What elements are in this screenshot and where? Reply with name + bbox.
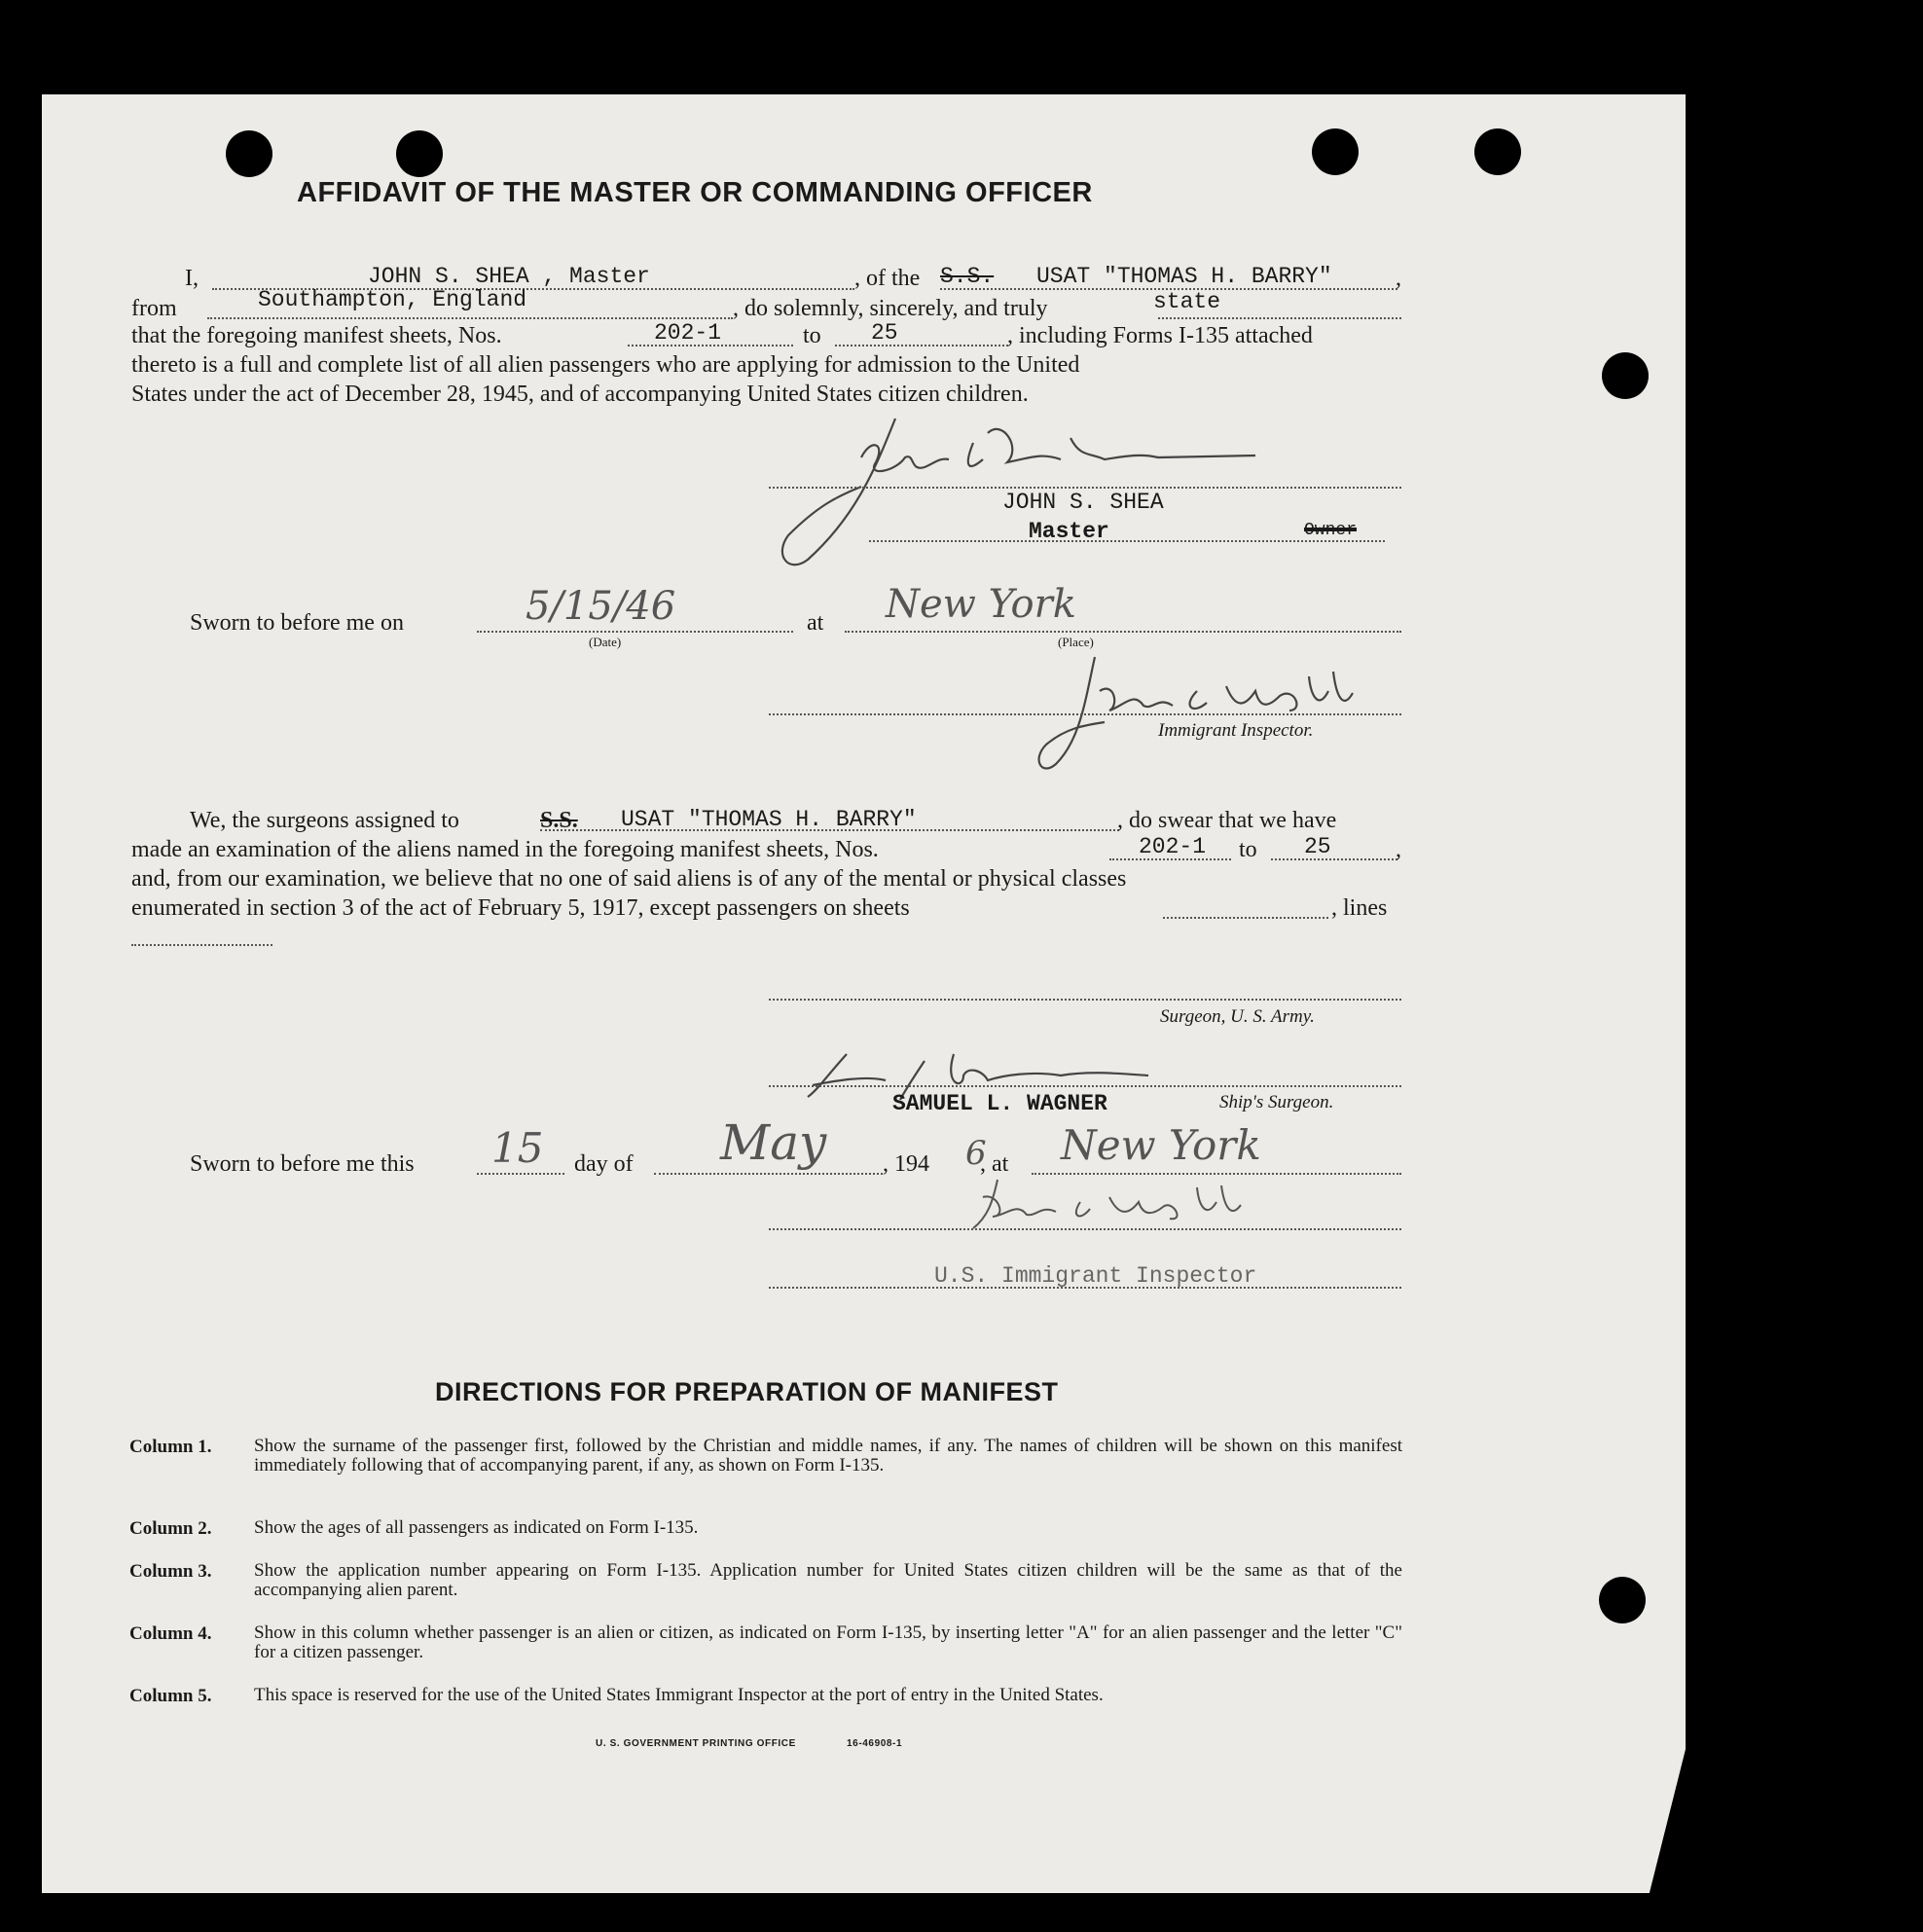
p2-line1-b: , do swear that we have xyxy=(1117,808,1337,833)
ship-surgeon-title: Ship's Surgeon. xyxy=(1219,1092,1334,1112)
day-of-label: day of xyxy=(574,1151,634,1177)
directions-title: DIRECTIONS FOR PREPARATION OF MANIFEST xyxy=(435,1377,1059,1406)
struck-owner: Owner xyxy=(1304,521,1358,540)
fill-line xyxy=(1158,317,1401,319)
master-typed-name: JOHN S. SHEA xyxy=(1002,490,1164,515)
p2-line1: We, the surgeons assigned to xyxy=(190,808,459,833)
direction-column-label: Column 5. xyxy=(129,1686,212,1706)
fill-line xyxy=(1163,917,1328,919)
at-label: at xyxy=(807,610,824,636)
army-surgeon-title: Surgeon, U. S. Army. xyxy=(1160,1006,1315,1027)
sheet-from: 202-1 xyxy=(654,320,722,346)
sworn-date: 5/15/46 xyxy=(526,584,676,629)
line5-text: States under the act of December 28, 1945, and of accompanying United States citizen children. xyxy=(131,382,1029,407)
direction-column-text: This space is reserved for the use of the United States Immigrant Inspector at the port of entry in the United States. xyxy=(254,1685,1104,1705)
punch-hole xyxy=(396,130,443,177)
p2-to-label: to xyxy=(1239,837,1257,862)
sworn-place: New York xyxy=(886,582,1076,627)
us-inspector-title: U.S. Immigrant Inspector xyxy=(934,1263,1257,1289)
signature-line xyxy=(769,999,1401,1001)
fill-line xyxy=(835,345,1008,346)
sworn-label: Sworn to before me on xyxy=(190,610,404,636)
fill-line xyxy=(477,631,793,633)
struck-prefix: S.S. xyxy=(940,264,995,289)
signature-line xyxy=(869,540,1385,542)
printer-credit: U. S. GOVERNMENT PRINTING OFFICE xyxy=(596,1738,796,1749)
signature-line xyxy=(769,1228,1401,1230)
direction-column-text: Show the application number appearing on Form I-135. Application number for United States citizen children will be the same as that of the accompanying alien parent. xyxy=(254,1560,1402,1600)
p2-vessel: USAT "THOMAS H. BARRY" xyxy=(621,807,917,832)
line3-text: that the foregoing manifest sheets, Nos. xyxy=(131,323,502,348)
master-typed-title: Master xyxy=(1029,519,1109,544)
to-label: to xyxy=(803,323,821,348)
punch-hole xyxy=(226,130,272,177)
line3-text-b: , including Forms I-135 attached xyxy=(1007,323,1313,348)
inspector-signature xyxy=(1027,652,1377,779)
p2-sheet-from: 202-1 xyxy=(1139,834,1207,859)
fill-line xyxy=(1032,1173,1401,1175)
punch-hole xyxy=(1602,352,1649,399)
master-name: JOHN S. SHEA , Master xyxy=(368,264,650,289)
comma: , xyxy=(1396,266,1401,291)
vessel-name: USAT "THOMAS H. BARRY" xyxy=(1036,264,1332,289)
fill-line xyxy=(131,944,272,946)
sworn2-day: 15 xyxy=(491,1124,544,1172)
direction-column-label: Column 4. xyxy=(129,1623,212,1644)
p2-struck-prefix: S.S. xyxy=(540,808,578,833)
signature-line xyxy=(769,713,1401,715)
direction-column-label: Column 1. xyxy=(129,1437,212,1457)
surgeon-typed-name: SAMUEL L. WAGNER xyxy=(892,1091,1107,1116)
signature-line xyxy=(769,487,1401,489)
punch-hole xyxy=(1474,128,1521,175)
p2-line2: made an examination of the aliens named in the foregoing manifest sheets, Nos. xyxy=(131,837,879,862)
sheet-to: 25 xyxy=(871,320,898,346)
fill-line xyxy=(654,1173,883,1175)
inspector-title: Immigrant Inspector. xyxy=(1158,720,1314,741)
departure-port: Southampton, England xyxy=(258,287,527,312)
signature-line xyxy=(769,1287,1401,1289)
p2-sheet-to: 25 xyxy=(1304,834,1331,859)
signature-line xyxy=(769,1085,1401,1087)
fill-line xyxy=(845,631,1401,633)
fill-line xyxy=(1271,858,1397,860)
of-the-label: , of the xyxy=(854,266,921,291)
year-digit: 6 xyxy=(965,1134,987,1173)
p2-line3: and, from our examination, we believe that no one of said aliens is of any of the mental or physical classes xyxy=(131,866,1127,892)
direction-column-text: Show the surname of the passenger first, followed by the Christian and middle names, if any. The names of children will be shown on this manifest immediately following that of accompanying parent, if any, as shown on Form I-135. xyxy=(254,1436,1402,1476)
direction-column-label: Column 2. xyxy=(129,1518,212,1539)
punch-hole xyxy=(1312,128,1359,175)
punch-hole xyxy=(1599,1577,1646,1623)
from-label: from xyxy=(131,296,177,321)
sworn2-at-label: , at xyxy=(980,1151,1009,1177)
sworn2-label: Sworn to before me this xyxy=(190,1151,415,1177)
year-prefix: , 194 xyxy=(883,1151,929,1177)
place-caption: (Place) xyxy=(1058,635,1094,649)
inspector2-signature xyxy=(963,1178,1285,1236)
sworn2-month: May xyxy=(720,1114,827,1171)
p2-line4: enumerated in section 3 of the act of February 5, 1917, except passengers on sheets xyxy=(131,895,910,921)
affirm-verb: state xyxy=(1153,289,1221,314)
sworn2-place: New York xyxy=(1061,1121,1261,1169)
direction-column-label: Column 3. xyxy=(129,1561,212,1582)
line4-text: thereto is a full and complete list of all alien passengers who are applying for admission to the United xyxy=(131,352,1080,378)
fill-line xyxy=(207,317,733,319)
solemnly-text: , do solemnly, sincerely, and truly xyxy=(733,296,1048,321)
p2-lines-label: , lines xyxy=(1331,895,1388,921)
date-caption: (Date) xyxy=(589,635,622,649)
affidavit-title: AFFIDAVIT OF THE MASTER OR COMMANDING OFFICER xyxy=(297,177,1093,208)
direction-column-text: Show the ages of all passengers as indicated on Form I-135. xyxy=(254,1517,699,1538)
direction-column-text: Show in this column whether passenger is an alien or citizen, as indicated on Form I-135, by inserting letter "A" for an alien passenger and the letter "C" for a citizen passenger. xyxy=(254,1622,1402,1662)
i-label: I, xyxy=(185,266,199,291)
fill-line xyxy=(477,1173,564,1175)
form-code: 16-46908-1 xyxy=(847,1738,903,1749)
p2-comma: , xyxy=(1396,837,1401,862)
